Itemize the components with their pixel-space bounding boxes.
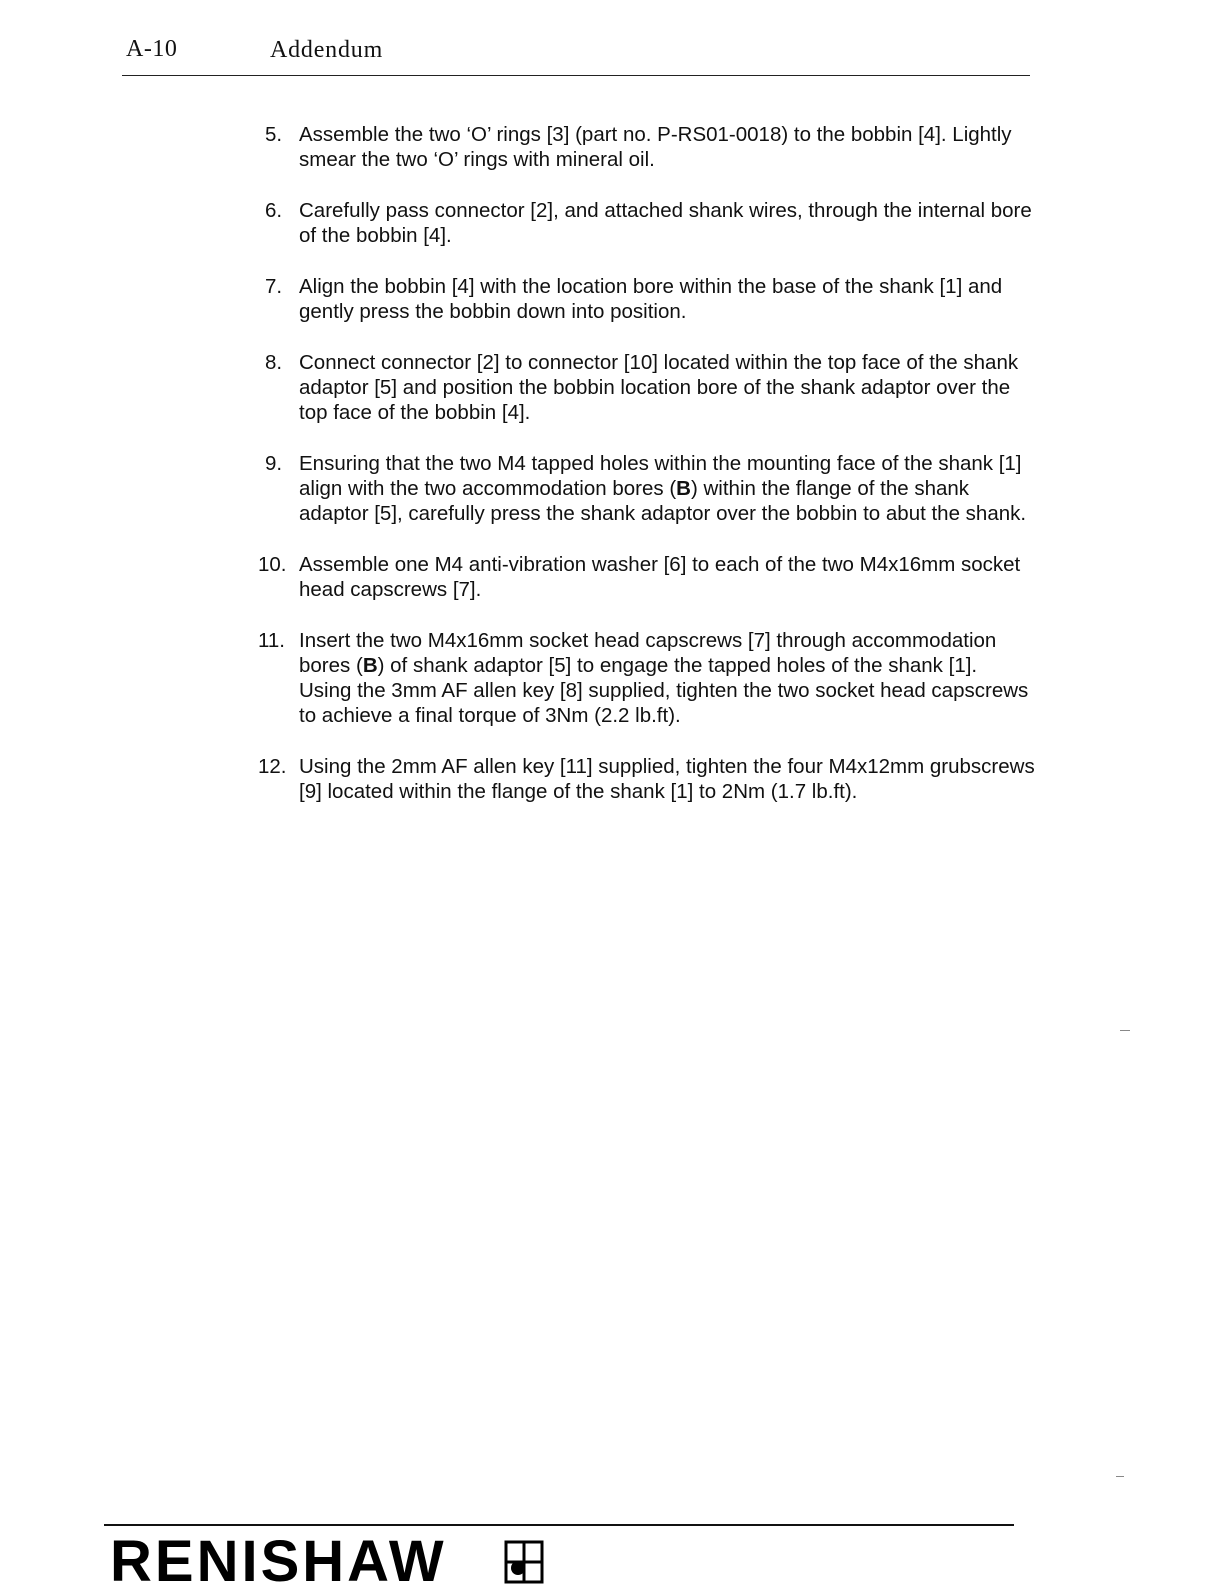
step-text: Assemble one M4 anti-vibration washer [6] to each of the two M4x16mm socket head capscrews [7]. xyxy=(299,553,1021,601)
brand-logo: RENISHAW xyxy=(110,1529,447,1584)
step-text: Assemble the two ‘O’ rings [3] (part no. P-RS01-0018) to the bobbin [4]. Lightly smear the two ‘O’ rings with mineral oil. xyxy=(299,123,1012,171)
footer-rule xyxy=(104,1524,1014,1526)
brand-symbol-icon xyxy=(504,1540,544,1584)
step-number: 9. xyxy=(265,452,283,475)
step-text: Align the bobbin [4] with the location bore within the base of the shank [1] and gently press the bobbin down into position. xyxy=(299,275,1003,323)
step-number: 6. xyxy=(265,199,283,222)
bore-label-bold: B xyxy=(362,654,378,677)
step-8 xyxy=(255,350,1035,425)
section-title: Addendum xyxy=(270,37,384,63)
step-text-part: Insert the two M4x16mm socket head capscrews [7] through accommodation bores ( xyxy=(299,629,997,677)
page-footer xyxy=(104,1522,1014,1584)
step-text xyxy=(299,628,1035,728)
step-number: 10. xyxy=(258,553,287,576)
step-12 xyxy=(255,754,1035,804)
step-number: 11. xyxy=(258,629,285,652)
step-number: 5. xyxy=(265,123,283,146)
step-7 xyxy=(255,274,1035,324)
step-text xyxy=(299,451,1035,526)
step-11 xyxy=(255,628,1035,728)
step-6 xyxy=(255,198,1035,248)
header-rule xyxy=(122,75,1030,76)
step-number: 8. xyxy=(265,351,283,374)
scan-mark xyxy=(1120,1030,1130,1031)
step-9 xyxy=(255,451,1035,526)
step-text: Using the 2mm AF allen key [11] supplied, tighten the four M4x12mm grubscrews [9] located within the flange of the shank [1] to 2Nm (1.7 lb.ft). xyxy=(299,755,1035,803)
page-number: A-10 xyxy=(126,36,178,62)
step-text-part: ) within the flange of the shank adaptor [5], carefully press the shank adaptor over the bobbin to abut the shank. xyxy=(299,477,1027,525)
assembly-steps-list xyxy=(255,122,1035,830)
step-text-part: Ensuring that the two M4 tapped holes within the mounting face of the shank [1] align with the two accommodation bores ( xyxy=(299,452,1022,500)
page-header xyxy=(122,34,1030,80)
step-text: Carefully pass connector [2], and attached shank wires, through the internal bore of the bobbin [4]. xyxy=(299,199,1032,247)
step-5 xyxy=(255,122,1035,172)
step-text: Connect connector [2] to connector [10] located within the top face of the shank adaptor [5] and position the bobbin location bore of the shank adaptor over the top face of the bobbin [4]. xyxy=(299,351,1019,424)
scan-mark xyxy=(1116,1476,1124,1477)
step-10 xyxy=(255,552,1035,602)
step-text-part: ) of shank adaptor [5] to engage the tapped holes of the shank [1]. Using the 3mm AF allen key [8] supplied, tighten the two socket head capscrews to achieve a final torque of 3Nm (2.2 lb.ft). xyxy=(299,654,1029,727)
step-number: 12. xyxy=(258,755,287,778)
bore-label-bold: B xyxy=(676,477,691,500)
step-number: 7. xyxy=(265,275,283,298)
